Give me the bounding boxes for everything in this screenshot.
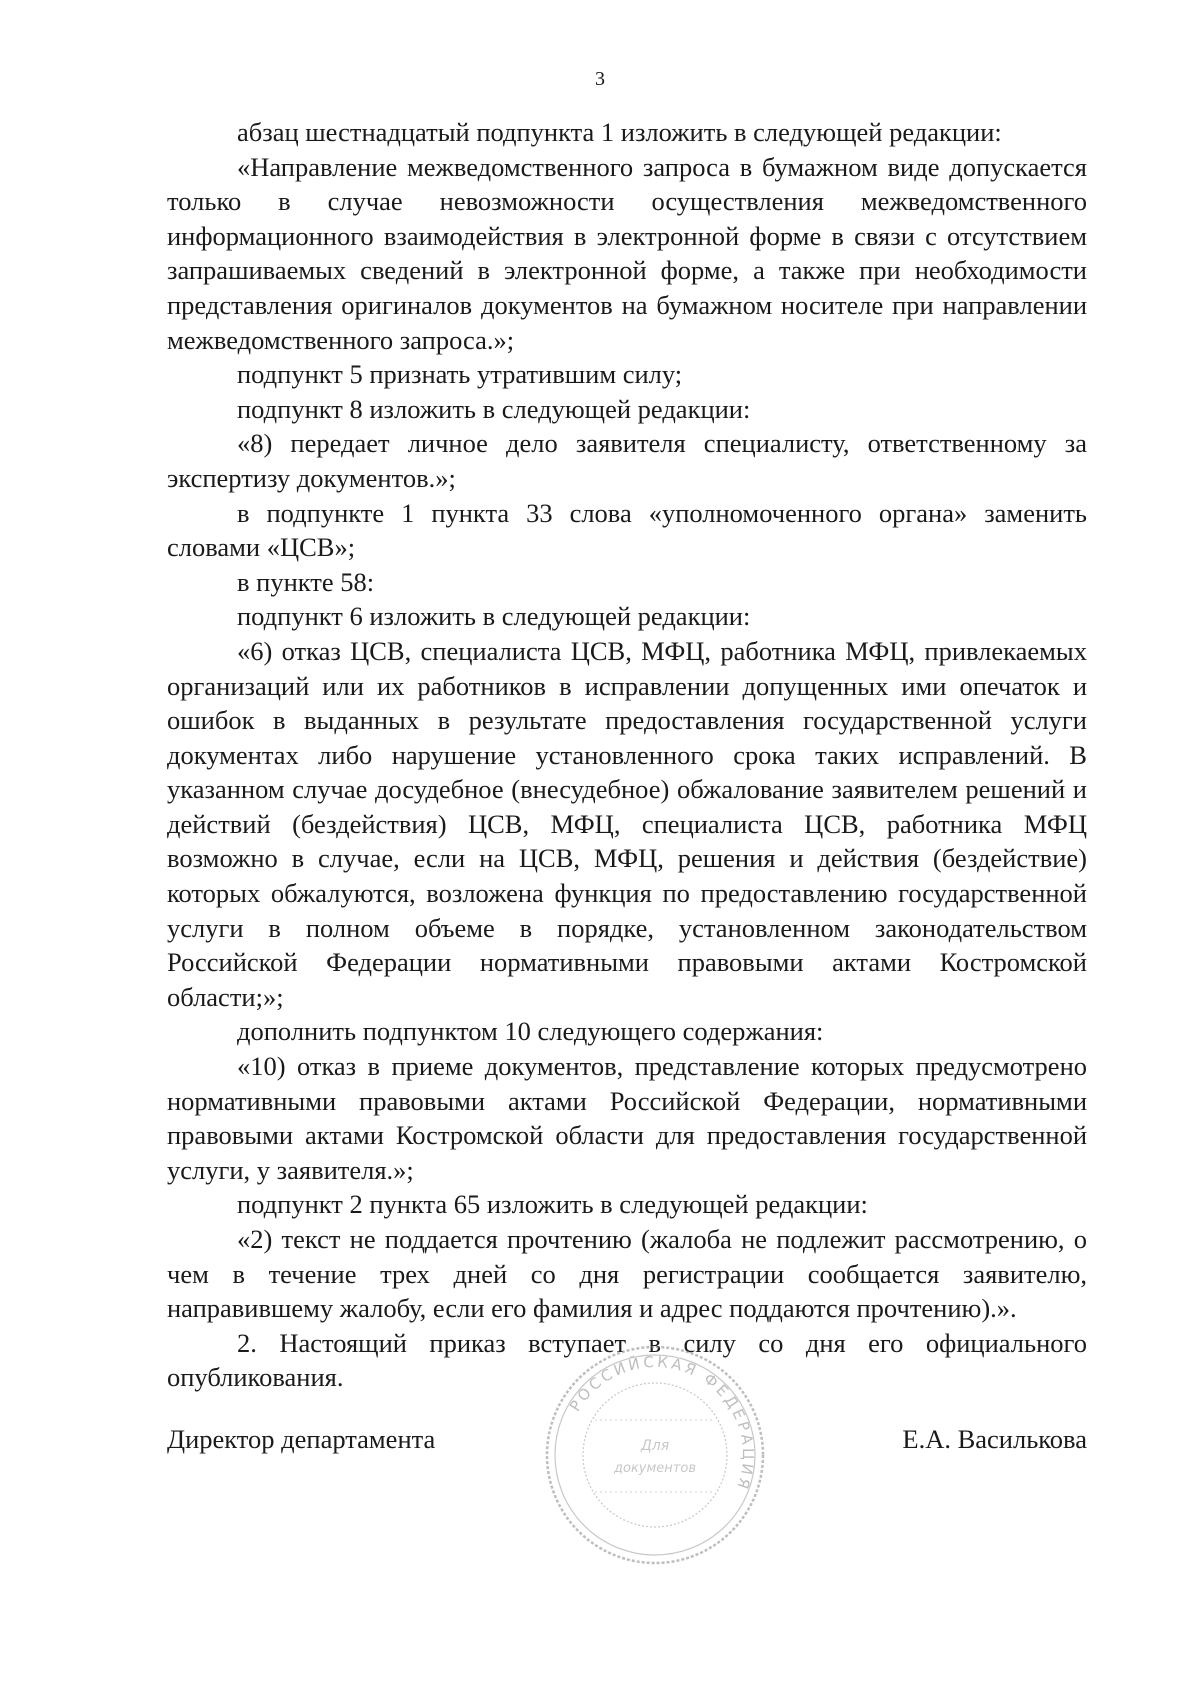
seal-inner-text-2: документов bbox=[614, 1461, 696, 1476]
paragraph: «Направление межведомственного запроса в бумажном виде допускается только в случае невозможности осуществления межведомственного информационного взаимодействия в электронной форме в связи с отсутствием запрашиваемых сведений в электронной форме, а также при необходимости представления оригиналов документов на бумажном носителе при направлении межведомственного запроса.»; bbox=[167, 151, 1087, 355]
official-seal-icon bbox=[540, 1340, 770, 1570]
paragraph: подпункт 8 изложить в следующей редакции: bbox=[237, 393, 751, 424]
signer-name: Е.А. Василькова bbox=[902, 1424, 1087, 1454]
paragraph: дополнить подпунктом 10 следующего содержания: bbox=[237, 1016, 824, 1047]
document-body bbox=[167, 115, 1087, 1395]
paragraph: подпункт 6 изложить в следующей редакции: bbox=[237, 601, 751, 632]
paragraph: «10) отказ в приеме документов, представление которых предусмотрено нормативными правовыми актами Российской Федерации, нормативными правовыми актами Костромской области для предоставления государственной услуги, у заявителя.»; bbox=[167, 1051, 1087, 1185]
paragraph: «6) отказ ЦСВ, специалиста ЦСВ, МФЦ, работника МФЦ, привлекаемых организаций или их работников в исправлении допущенных ими опечаток и ошибок в выданных в результате предоставления государственной услуги документах либо нарушение установленного срока таких исправлений. В указанном случае досудебное (внесудебное) обжалование заявителем решений и действий (бездействия) ЦСВ, МФЦ, специалиста ЦСВ, работника МФЦ возможно в случае, если на ЦСВ, МФЦ, решения и действия (бездействие) которых обжалуются, возложена функция по предоставлению государственной услуги в полном объеме в порядке, установленном законодательством Российской Федерации нормативными правовыми актами Костромской области;»; bbox=[167, 635, 1087, 1012]
paragraph: подпункт 2 пункта 65 изложить в следующей редакции: bbox=[237, 1189, 868, 1220]
page-number: 3 bbox=[595, 68, 605, 90]
seal-inner-text-1: Для bbox=[640, 1438, 670, 1454]
seal-inner-ring bbox=[583, 1383, 727, 1527]
paragraph: абзац шестнадцатый подпункта 1 изложить в следующей редакции: bbox=[237, 117, 1002, 147]
paragraph: в пункте 58: bbox=[237, 566, 375, 597]
paragraph: «8) передает личное дело заявителя специалисту, ответственному за экспертизу документов.»; bbox=[167, 428, 1087, 493]
signer-position: Директор департамента bbox=[167, 1424, 436, 1454]
paragraph: в подпункте 1 пункта 33 слова «уполномоченного органа» заменить словами «ЦСВ»; bbox=[167, 497, 1087, 563]
paragraph: подпункт 5 признать утратившим силу; bbox=[237, 359, 683, 390]
seal-outer-ring bbox=[547, 1347, 763, 1563]
paragraph: «2) текст не поддается прочтению (жалоба не подлежит рассмотрению, о чем в течение трех дней со дня регистрации сообщается заявителю, направившему жалобу, если его фамилия и адрес поддаются прочтению).». bbox=[167, 1224, 1087, 1324]
paragraph: 2. Настоящий приказ вступает в силу со дня его официального опубликования. bbox=[167, 1327, 1087, 1393]
seal-outer-text: РОССИЙСКАЯ ФЕДЕРАЦИЯ bbox=[565, 1352, 758, 1494]
